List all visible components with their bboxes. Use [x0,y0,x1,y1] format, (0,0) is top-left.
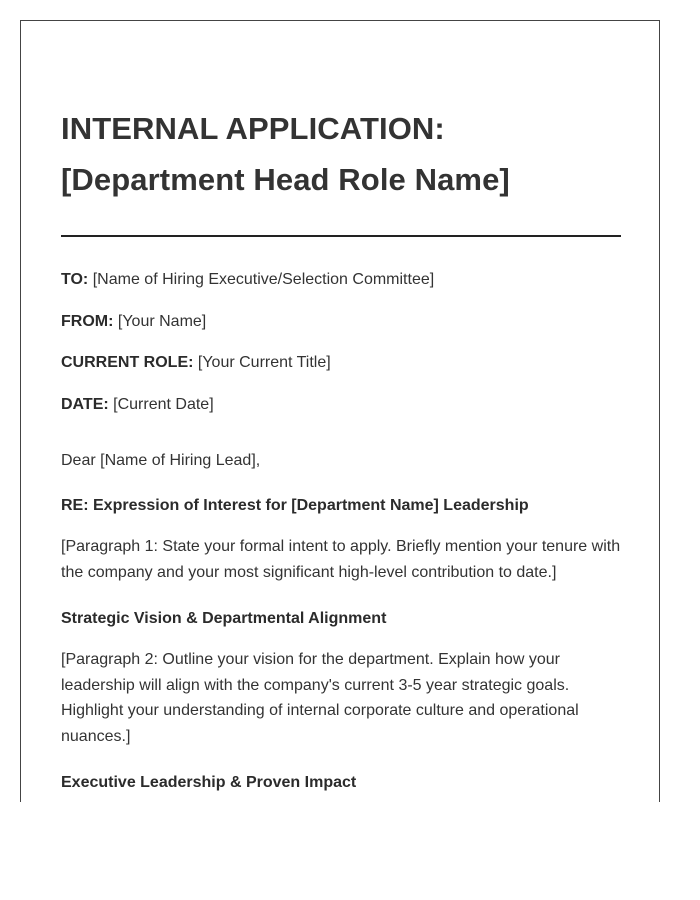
memo-from-value: [Your Name] [117,313,207,330]
memo-from-label: FROM: [61,313,114,330]
title-line-2: [Department Head Role Name] [61,162,510,197]
section-heading-executive-leadership: Executive Leadership & Proven Impact [61,774,357,791]
memo-date [61,395,214,415]
memo-from [61,312,206,332]
memo-role-label: CURRENT ROLE: [61,354,194,371]
document-page [20,20,660,802]
memo-date-label: DATE: [61,396,109,413]
memo-to [61,270,434,290]
memo-date-value: [Current Date] [113,396,214,413]
memo-role-value: [Your Current Title] [197,354,331,371]
memo-to-label: TO: [61,271,89,288]
paragraph-2: [Paragraph 2: Outline your vision for the department. Explain how your leadership will align with the company's current 3-5 year strategic goals. Highlight your understanding of internal corporate culture and operational nuances.] [61,651,579,745]
paragraph-1: [Paragraph 1: State your formal intent to apply. Briefly mention your tenure with the company and your most significant high-level contribution to date.] [61,538,621,581]
memo-to-value: [Name of Hiring Executive/Selection Committee] [92,271,435,288]
document-title [61,103,641,205]
title-line-1: INTERNAL APPLICATION: [61,111,445,146]
title-divider [61,235,621,237]
section-heading-strategic-vision: Strategic Vision & Departmental Alignment [61,610,387,627]
salutation: Dear [Name of Hiring Lead], [61,452,261,469]
memo-current-role [61,353,331,373]
re-line: RE: Expression of Interest for [Department Name] Leadership [61,497,529,514]
